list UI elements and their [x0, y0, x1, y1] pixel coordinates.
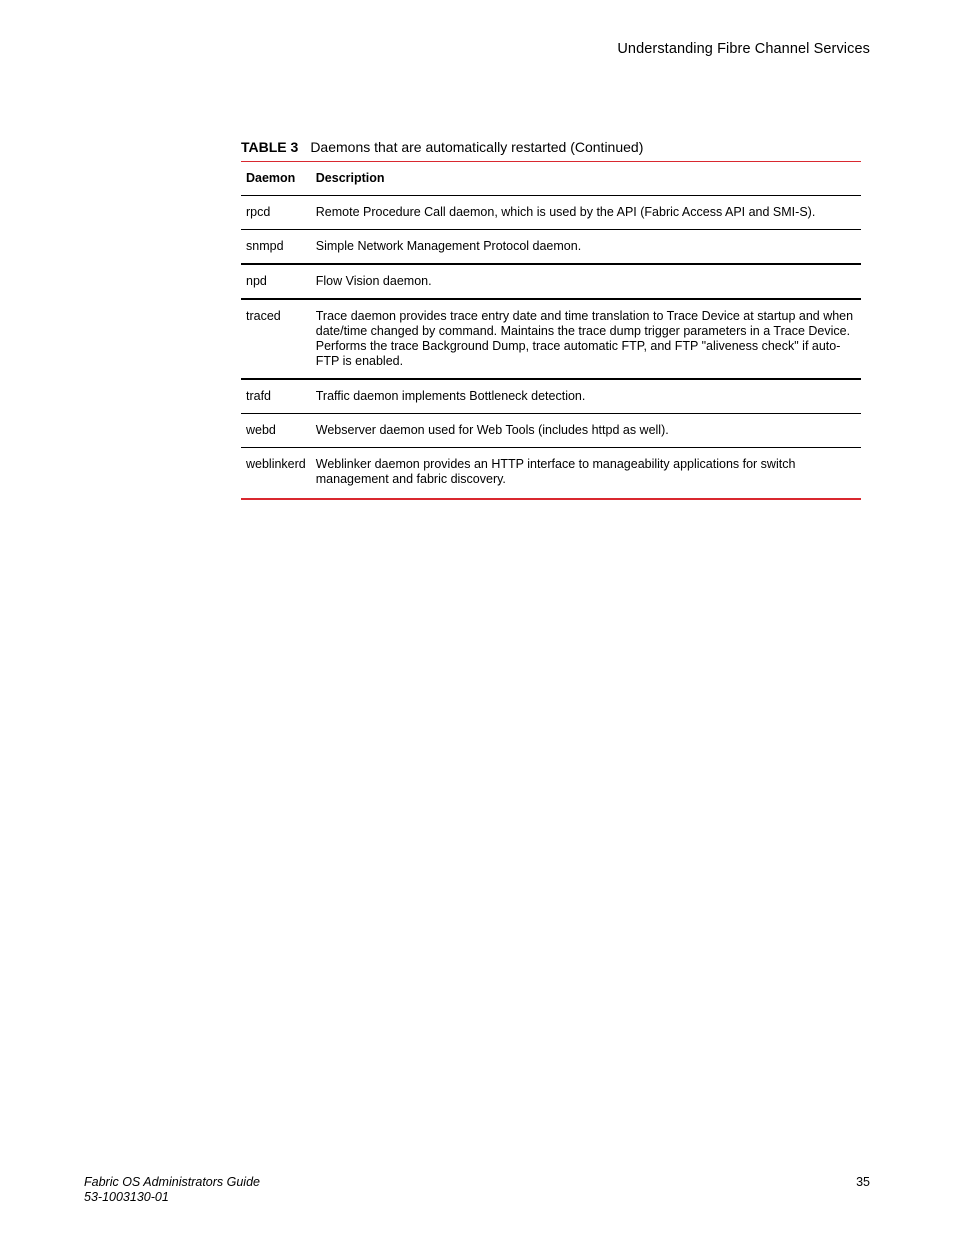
description-cell: Simple Network Management Protocol daemon. — [311, 230, 861, 265]
daemon-table-block — [241, 139, 861, 500]
table-row — [241, 230, 861, 265]
footer-guide-title: Fabric OS Administrators Guide — [84, 1175, 260, 1189]
table-row — [241, 414, 861, 448]
footer-doc-info — [84, 1175, 260, 1205]
daemon-cell: traced — [241, 299, 311, 379]
daemon-cell: npd — [241, 264, 311, 299]
table-row — [241, 379, 861, 414]
column-header-description: Description — [311, 162, 861, 196]
daemon-table — [241, 162, 861, 500]
table-caption — [241, 139, 861, 162]
table-caption-text: Daemons that are automatically restarted (Continued) — [310, 139, 644, 155]
table-row — [241, 264, 861, 299]
description-cell: Flow Vision daemon. — [311, 264, 861, 299]
page-number: 35 — [856, 1175, 870, 1189]
daemon-cell: weblinkerd — [241, 448, 311, 500]
column-header-daemon: Daemon — [241, 162, 311, 196]
daemon-cell: webd — [241, 414, 311, 448]
description-cell: Webserver daemon used for Web Tools (includes httpd as well). — [311, 414, 861, 448]
daemon-cell: trafd — [241, 379, 311, 414]
table-header-row — [241, 162, 861, 196]
table-caption-number: TABLE 3 — [241, 139, 299, 155]
table-row — [241, 448, 861, 500]
daemon-cell: rpcd — [241, 196, 311, 230]
table-row — [241, 299, 861, 379]
description-cell: Traffic daemon implements Bottleneck detection. — [311, 379, 861, 414]
description-cell: Weblinker daemon provides an HTTP interface to manageability applications for switch management and fabric discovery. — [311, 448, 861, 500]
running-header: Understanding Fibre Channel Services — [617, 41, 870, 57]
description-cell: Trace daemon provides trace entry date and time translation to Trace Device at startup and when date/time changed by command. Maintains the trace dump trigger parameters in a Trace Device. Performs the trace Background Dump, trace automatic FTP, and FTP "aliveness check" if auto-FTP is enabled. — [311, 299, 861, 379]
footer-doc-number: 53-1003130-01 — [84, 1190, 169, 1204]
table-row — [241, 196, 861, 230]
daemon-cell: snmpd — [241, 230, 311, 265]
description-cell: Remote Procedure Call daemon, which is used by the API (Fabric Access API and SMI-S). — [311, 196, 861, 230]
